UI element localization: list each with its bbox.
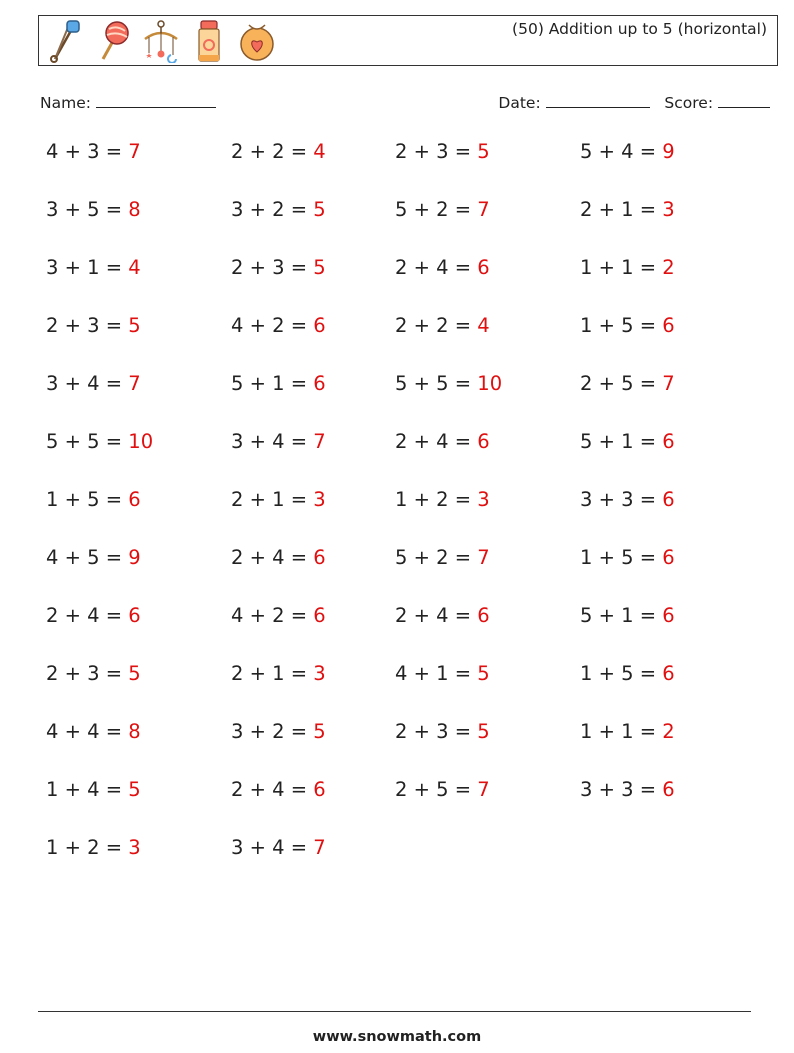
problem-expression: 5 + 1 =: [580, 430, 663, 453]
problem-item: [395, 140, 490, 163]
problem-expression: 2 + 5 =: [580, 372, 663, 395]
problem-item: [231, 720, 326, 743]
problem-expression: 1 + 5 =: [46, 488, 129, 511]
problem-answer: 6: [128, 604, 141, 627]
name-label: Name:: [40, 94, 91, 112]
problem-expression: 2 + 4 =: [395, 256, 478, 279]
problem-item: [231, 778, 326, 801]
problem-answer: 6: [662, 430, 675, 453]
problem-item: [46, 662, 141, 685]
problem-item: [395, 778, 490, 801]
problem-item: [46, 430, 153, 453]
problem-item: [231, 836, 326, 859]
problem-expression: 4 + 2 =: [231, 314, 314, 337]
problem-expression: 3 + 4 =: [231, 836, 314, 859]
problem-expression: 1 + 1 =: [580, 720, 663, 743]
problem-item: [231, 372, 326, 395]
problem-answer: 10: [128, 430, 154, 453]
problem-item: [46, 198, 141, 221]
problem-item: [580, 372, 675, 395]
problem-answer: 5: [313, 198, 326, 221]
problem-answer: 6: [313, 604, 326, 627]
problem-answer: 9: [662, 140, 675, 163]
problem-expression: 2 + 1 =: [231, 488, 314, 511]
problem-answer: 7: [313, 836, 326, 859]
problem-item: [46, 546, 141, 569]
problem-item: [395, 546, 490, 569]
problem-item: [580, 720, 675, 743]
problem-expression: 2 + 3 =: [395, 140, 478, 163]
name-field: [40, 93, 216, 112]
safety-pin-icon: [45, 19, 85, 63]
problem-expression: 5 + 5 =: [46, 430, 129, 453]
problem-answer: 6: [477, 604, 490, 627]
problem-answer: 5: [128, 314, 141, 337]
problem-expression: 5 + 2 =: [395, 546, 478, 569]
problem-answer: 3: [477, 488, 490, 511]
problem-answer: 7: [313, 430, 326, 453]
problem-answer: 6: [662, 662, 675, 685]
worksheet-title: (50) Addition up to 5 (horizontal): [512, 20, 767, 38]
problem-item: [46, 314, 141, 337]
baby-bottle-icon: [189, 19, 229, 63]
problem-expression: 5 + 5 =: [395, 372, 478, 395]
score-label: Score:: [664, 94, 714, 112]
problem-answer: 8: [128, 720, 141, 743]
problem-item: [231, 488, 326, 511]
problem-answer: 7: [477, 778, 490, 801]
problem-item: [231, 546, 326, 569]
problem-item: [580, 546, 675, 569]
problem-answer: 7: [128, 372, 141, 395]
problem-item: [231, 314, 326, 337]
problem-answer: 6: [477, 256, 490, 279]
problem-expression: 2 + 3 =: [231, 256, 314, 279]
problem-expression: 3 + 3 =: [580, 488, 663, 511]
problem-answer: 8: [128, 198, 141, 221]
problem-answer: 3: [662, 198, 675, 221]
problem-expression: 4 + 1 =: [395, 662, 478, 685]
problem-expression: 1 + 1 =: [580, 256, 663, 279]
problem-answer: 7: [477, 198, 490, 221]
problem-item: [46, 140, 141, 163]
problem-answer: 5: [477, 140, 490, 163]
score-blank: [718, 93, 770, 108]
problem-answer: 5: [477, 720, 490, 743]
problem-answer: 6: [313, 314, 326, 337]
problem-answer: 5: [477, 662, 490, 685]
worksheet-header: [38, 15, 778, 66]
problem-answer: 9: [128, 546, 141, 569]
problem-expression: 4 + 5 =: [46, 546, 129, 569]
problem-item: [231, 140, 326, 163]
problem-answer: 7: [477, 546, 490, 569]
problem-expression: 2 + 5 =: [395, 778, 478, 801]
problem-item: [46, 256, 141, 279]
problem-expression: 4 + 3 =: [46, 140, 129, 163]
problem-expression: 3 + 4 =: [46, 372, 129, 395]
problem-answer: 6: [477, 430, 490, 453]
problem-item: [395, 604, 490, 627]
problem-answer: 2: [662, 720, 675, 743]
problem-item: [46, 778, 141, 801]
problem-expression: 2 + 2 =: [395, 314, 478, 337]
problem-item: [46, 372, 141, 395]
problem-expression: 3 + 2 =: [231, 720, 314, 743]
problem-item: [395, 198, 490, 221]
problem-expression: 4 + 4 =: [46, 720, 129, 743]
problem-answer: 6: [128, 488, 141, 511]
problem-item: [580, 314, 675, 337]
problem-item: [395, 372, 502, 395]
problem-expression: 2 + 2 =: [231, 140, 314, 163]
problem-answer: 3: [128, 836, 141, 859]
problem-answer: 6: [662, 546, 675, 569]
problem-item: [395, 488, 490, 511]
problem-expression: 1 + 5 =: [580, 662, 663, 685]
problem-expression: 2 + 3 =: [46, 314, 129, 337]
baby-mobile-icon: [141, 19, 181, 63]
problem-item: [46, 720, 141, 743]
problem-answer: 7: [662, 372, 675, 395]
problem-item: [580, 198, 675, 221]
problem-expression: 2 + 1 =: [231, 662, 314, 685]
problem-expression: 2 + 4 =: [231, 546, 314, 569]
problem-item: [231, 256, 326, 279]
problem-expression: 2 + 1 =: [580, 198, 663, 221]
problem-answer: 3: [313, 488, 326, 511]
problem-item: [580, 140, 675, 163]
problem-expression: 5 + 1 =: [231, 372, 314, 395]
problem-answer: 5: [128, 662, 141, 685]
problem-item: [395, 720, 490, 743]
problem-item: [395, 430, 490, 453]
problem-item: [395, 256, 490, 279]
problem-expression: 3 + 4 =: [231, 430, 314, 453]
problem-answer: 4: [313, 140, 326, 163]
problem-expression: 3 + 1 =: [46, 256, 129, 279]
problem-expression: 3 + 2 =: [231, 198, 314, 221]
problem-answer: 4: [477, 314, 490, 337]
problem-expression: 1 + 4 =: [46, 778, 129, 801]
problem-item: [580, 604, 675, 627]
problem-expression: 1 + 5 =: [580, 314, 663, 337]
problem-expression: 2 + 3 =: [46, 662, 129, 685]
problem-expression: 3 + 3 =: [580, 778, 663, 801]
problem-answer: 4: [128, 256, 141, 279]
problem-item: [231, 662, 326, 685]
problem-answer: 5: [313, 720, 326, 743]
problem-expression: 1 + 2 =: [395, 488, 478, 511]
problem-item: [395, 314, 490, 337]
problem-expression: 2 + 4 =: [395, 430, 478, 453]
problem-item: [46, 488, 141, 511]
problem-expression: 5 + 1 =: [580, 604, 663, 627]
problem-answer: 2: [662, 256, 675, 279]
problem-answer: 10: [477, 372, 503, 395]
problem-item: [580, 256, 675, 279]
problem-expression: 2 + 4 =: [231, 778, 314, 801]
problem-item: [46, 604, 141, 627]
problem-answer: 6: [662, 488, 675, 511]
footer-url: www.snowmath.com: [312, 1029, 482, 1045]
problem-item: [580, 430, 675, 453]
problem-item: [580, 488, 675, 511]
problem-answer: 5: [313, 256, 326, 279]
problem-expression: 5 + 4 =: [580, 140, 663, 163]
header-icons: [45, 19, 277, 63]
problem-expression: 3 + 5 =: [46, 198, 129, 221]
lollipop-icon: [93, 19, 133, 63]
problem-answer: 5: [128, 778, 141, 801]
problem-item: [46, 836, 141, 859]
footer-divider: [38, 1011, 751, 1012]
problem-expression: 2 + 4 =: [46, 604, 129, 627]
problem-item: [231, 198, 326, 221]
problem-answer: 6: [662, 604, 675, 627]
problem-expression: 2 + 4 =: [395, 604, 478, 627]
problem-answer: 6: [313, 546, 326, 569]
problem-answer: 3: [313, 662, 326, 685]
date-label: Date:: [498, 94, 541, 112]
problem-item: [580, 778, 675, 801]
problem-answer: 6: [662, 778, 675, 801]
problem-item: [580, 662, 675, 685]
problem-answer: 6: [662, 314, 675, 337]
problem-answer: 6: [313, 372, 326, 395]
date-score-fields: [498, 93, 770, 112]
problem-expression: 1 + 2 =: [46, 836, 129, 859]
problem-answer: 6: [313, 778, 326, 801]
problem-expression: 4 + 2 =: [231, 604, 314, 627]
problem-expression: 1 + 5 =: [580, 546, 663, 569]
name-blank: [96, 93, 216, 108]
problem-item: [231, 604, 326, 627]
problem-item: [395, 662, 490, 685]
problem-expression: 2 + 3 =: [395, 720, 478, 743]
problem-expression: 5 + 2 =: [395, 198, 478, 221]
baby-bib-icon: [237, 19, 277, 63]
problem-item: [231, 430, 326, 453]
date-blank: [546, 93, 650, 108]
problem-answer: 7: [128, 140, 141, 163]
